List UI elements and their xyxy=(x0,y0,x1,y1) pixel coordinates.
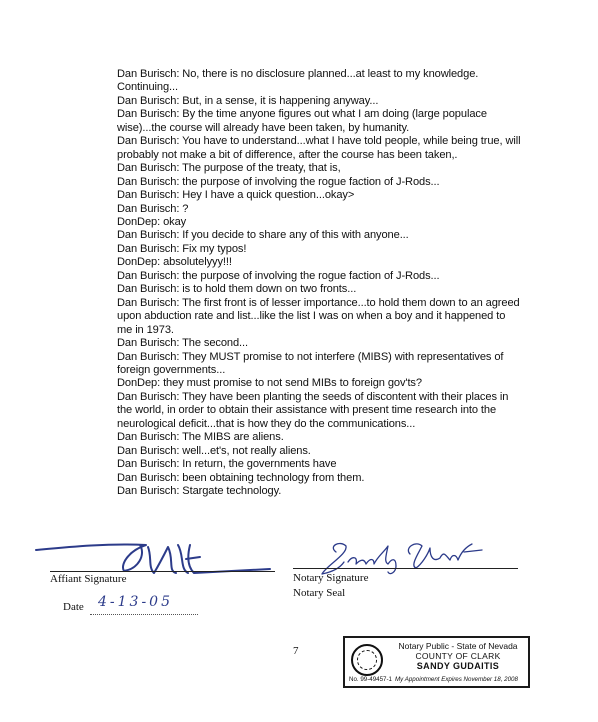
transcript-line: Dan Burisch: They MUST promise to not interfere (MIBS) with representatives of foreign governments... xyxy=(117,350,504,376)
stamp-notary-name: SANDY GUDAITIS xyxy=(416,661,500,671)
transcript-line: Dan Burisch: They have been planting the seeds of discontent with their places in the world, in order to obtain their assistance with present time research into the neurological deficit...that is how they do the communications... xyxy=(117,390,509,430)
transcript-line: Dan Burisch: the purpose of involving the rogue faction of J-Rods... xyxy=(117,269,440,282)
stamp-expiry: My Appointment Expires November 18, 2008 xyxy=(395,676,518,683)
transcript-line: Dan Burisch: the purpose of involving the rogue faction of J-Rods... xyxy=(117,175,440,188)
state-seal-icon xyxy=(351,644,383,676)
transcript-line: Dan Burisch: No, there is no disclosure planned...at least to my knowledge. Continuing... xyxy=(117,68,479,94)
page-number: 7 xyxy=(293,645,299,657)
date-label: Date xyxy=(63,601,84,613)
transcript-line: Dan Burisch: The second... xyxy=(117,337,249,350)
notary-stamp xyxy=(343,636,530,688)
transcript-line: Dan Burisch: The first front is of lesser importance...to hold them down to an agreed upon abduction rate and list...like the list I was on when a boy and it happened to me in 1973. xyxy=(117,296,520,336)
affiant-signature-line xyxy=(50,571,275,572)
transcript-line: Dan Burisch: Hey I have a quick question...okay> xyxy=(117,189,355,202)
transcript-line: DonDep: they must promise to not send MIBs to foreign gov'ts? xyxy=(117,377,422,390)
stamp-commission-number: No. 99-49457-1 xyxy=(349,676,392,683)
affiant-signature-label: Affiant Signature xyxy=(50,573,127,585)
transcript-line: DonDep: absolutelyyy!!! xyxy=(117,256,232,269)
transcript-line: Dan Burisch: Fix my typos! xyxy=(117,242,247,255)
notary-signature-line xyxy=(293,568,518,569)
transcript-line: Dan Burisch: well...et's, not really aliens. xyxy=(117,444,311,457)
transcript-line: Dan Burisch: ? xyxy=(117,202,189,215)
transcript-line: Dan Burisch: If you decide to share any of this with anyone... xyxy=(117,229,409,242)
transcript-line: Dan Burisch: By the time anyone figures out what I am doing (large populace wise)...the course will already have been taken, by humanity. xyxy=(117,108,487,134)
notary-seal-label: Notary Seal xyxy=(293,587,346,599)
transcript-line: Dan Burisch: The purpose of the treaty, that is, xyxy=(117,162,341,175)
date-line xyxy=(90,614,198,615)
stamp-title: Notary Public - State of Nevada xyxy=(398,641,518,651)
transcript-line: Dan Burisch: been obtaining technology from them. xyxy=(117,471,365,484)
transcript-line: DonDep: okay xyxy=(117,215,187,228)
transcript-line: Dan Burisch: is to hold them down on two fronts... xyxy=(117,283,357,296)
stamp-county: COUNTY OF CLARK xyxy=(415,651,501,661)
transcript-line: Dan Burisch: You have to understand...what I have told people, while being true, will probably not make a bit of difference, after the course has been taken,. xyxy=(117,135,521,161)
date-value: 4-13-05 xyxy=(98,594,173,610)
transcript-line: Dan Burisch: The MIBS are aliens. xyxy=(117,431,284,444)
notary-signature-label: Notary Signature xyxy=(293,572,369,584)
transcript-line: Dan Burisch: But, in a sense, it is happening anyway... xyxy=(117,94,379,107)
chat-transcript xyxy=(117,68,523,499)
transcript-line: Dan Burisch: In return, the governments have xyxy=(117,458,337,471)
transcript-line: Dan Burisch: Stargate technology. xyxy=(117,485,282,498)
